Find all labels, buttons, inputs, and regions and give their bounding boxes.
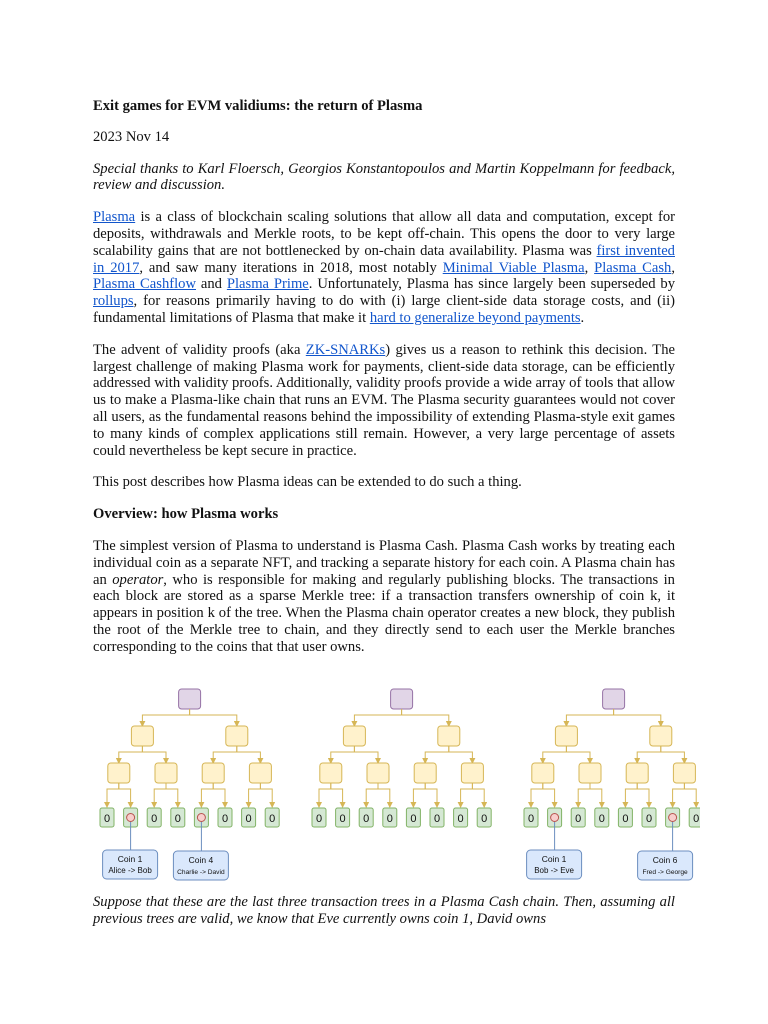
transaction-marker (551, 814, 559, 822)
tree-edge (366, 783, 378, 807)
leaf-value: 0 (103, 813, 111, 825)
tree-edge (107, 783, 119, 807)
merkle-internal-node (673, 763, 695, 783)
coin-transfer: Charlie -> David (177, 869, 225, 876)
tree-edge (166, 783, 178, 807)
paragraph-intro: Plasma is a class of blockchain scaling solutions that allow all data and computation, except for deposits, withdrawals and Merkle roots, to be kept off-chain. This opens the door to very large scalability gains that are not bottlenecked by on-chain data availability. Plasma was first invented in 2017, and saw many iterations in 2018, most notably Minimal Viable Plasma, Plasma Cash, Plasma Cashflow and Plasma Prime. Unfortunately, Plasma has since largely been superseded by rollups, for reasons primarily having to do with (i) large client-side data storage costs, and (ii) fundamental limitations of Plasma that make it hard to generalize beyond payments. (93, 209, 676, 326)
link-rollups[interactable]: rollups (93, 293, 134, 310)
tree-edge (119, 783, 131, 807)
link-plasma-prime[interactable]: Plasma Prime (226, 276, 309, 293)
tree-edge (154, 783, 166, 807)
tree-edge (402, 709, 449, 726)
merkle-internal-node (343, 726, 365, 746)
tree-edge (425, 746, 449, 763)
link-zk-snarks[interactable]: ZK-SNARKs (305, 341, 386, 358)
merkle-internal-node (626, 763, 648, 783)
tree-edge (637, 746, 661, 763)
tree-edge (142, 709, 189, 726)
leaf-value: 0 (433, 813, 441, 825)
tree-edge (543, 783, 555, 807)
tree-edge (142, 746, 166, 763)
tree-edge (531, 783, 543, 807)
tree-edge (319, 783, 331, 807)
leaf-value: 0 (269, 813, 276, 825)
merkle-internal-node (532, 763, 554, 783)
merkle-internal-node (367, 763, 389, 783)
tree-edge (566, 709, 613, 726)
coin-label: Coin 4 (188, 855, 214, 865)
leaf-value: 0 (363, 813, 370, 825)
leaf-value: 0 (645, 813, 653, 825)
tree-edge (566, 746, 590, 763)
merkle-internal-node (108, 763, 130, 783)
merkle-internal-node (461, 763, 483, 783)
merkle-internal-node (320, 763, 342, 783)
tree-edge (661, 746, 685, 763)
leaf-value: 0 (151, 813, 158, 825)
post-title: Exit games for EVM validiums: the return of Plasma (93, 98, 423, 114)
post-date: 2023 Nov 14 (93, 128, 170, 145)
merkle-tree-1 (100, 689, 279, 880)
tree-edge (378, 783, 390, 807)
merkle-internal-node (131, 726, 153, 746)
tree-edge (119, 746, 143, 763)
merkle-internal-node (249, 763, 271, 783)
merkle-tree-2 (312, 689, 491, 827)
tree-edge (260, 783, 272, 807)
tree-edge (425, 783, 437, 807)
tree-edge (354, 746, 378, 763)
tree-edge (213, 746, 237, 763)
paragraph-post-scope: This post describes how Plasma ideas can be extended to do such a thing. (93, 474, 522, 491)
section-heading-overview: Overview: how Plasma works (93, 506, 279, 523)
leaf-value: 0 (575, 813, 582, 825)
tree-edge (543, 746, 567, 763)
leaf-value: 0 (221, 813, 229, 825)
coin-label: Coin 1 (541, 854, 567, 864)
tree-edge (237, 746, 261, 763)
coin-transfer: Fred -> George (642, 869, 688, 876)
tree-edge (637, 783, 649, 807)
merkle-internal-node (579, 763, 601, 783)
link-plasma[interactable]: Plasma (93, 209, 136, 226)
acknowledgements: Special thanks to Karl Floersch, Georgios Konstantopoulos and Martin Koppelmann for feedback, review and discussion. (93, 160, 675, 194)
link-minimal-viable-plasma[interactable]: Minimal Viable Plasma (442, 259, 585, 276)
merkle-internal-node (155, 763, 177, 783)
leaf-value: 0 (527, 813, 535, 825)
tree-edge (684, 783, 696, 807)
leaf-value: 0 (386, 813, 393, 825)
leaf-value: 0 (693, 813, 700, 825)
coin-label: Coin 1 (117, 854, 143, 864)
tree-edge (472, 783, 484, 807)
leaf-value: 0 (481, 813, 488, 825)
tree-edge (331, 783, 343, 807)
tree-edge (673, 783, 685, 807)
tree-edge (578, 783, 590, 807)
link-first-invented[interactable]: first invented in 2017 (93, 242, 675, 276)
tree-edge (354, 709, 401, 726)
leaf-value: 0 (622, 813, 629, 825)
tree-edge (625, 783, 637, 807)
merkle-internal-node (555, 726, 577, 746)
merkle-root-node (391, 689, 413, 709)
paragraph-plasma-cash: The simplest version of Plasma to understand is Plasma Cash. Plasma Cash works by treating each individual coin as a separate NFT, and tracking a separate history for each coin. A Plasma chain has an operator, who is responsible for making and regularly publishing blocks. The transactions in each block are stored as a sparse Merkle tree: if a transaction transfers ownership of coin k, it appears in position k of the tree. When the Plasma chain operator creates a new block, they publish the root of the Merkle tree to chain, and they directly send to each user the Merkle branches corresponding to the coins that that user owns. (93, 537, 675, 655)
tree-edge (331, 746, 355, 763)
merkle-trees-diagram (90, 684, 700, 884)
leaf-value: 0 (174, 813, 181, 825)
merkle-trees-svg (90, 684, 700, 884)
link-plasma-cashflow[interactable]: Plasma Cashflow (93, 276, 196, 293)
leaf-value: 0 (339, 813, 346, 825)
tree-edge (213, 783, 225, 807)
leaf-value: 0 (457, 813, 464, 825)
leaf-value: 0 (245, 813, 252, 825)
tree-edge (190, 709, 237, 726)
tree-edge (249, 783, 261, 807)
leaf-value: 0 (598, 813, 605, 825)
merkle-root-node (603, 689, 625, 709)
article (93, 98, 675, 671)
transaction-marker (669, 814, 677, 822)
coin-transfer: Bob -> Eve (534, 866, 575, 875)
merkle-tree-3 (524, 689, 700, 880)
transaction-marker (197, 814, 205, 822)
coin-transfer: Alice -> Bob (108, 866, 152, 875)
coin-label: Coin 6 (652, 855, 678, 865)
figure-caption: Suppose that these are the last three transaction trees in a Plasma Cash chain. Then, assuming all previous trees are valid, we know that Eve currently owns coin 1, David owns (93, 894, 675, 927)
merkle-internal-node (414, 763, 436, 783)
link-plasma-cash[interactable]: Plasma Cash (594, 259, 672, 276)
merkle-root-node (179, 689, 201, 709)
merkle-internal-node (226, 726, 248, 746)
leaf-value: 0 (315, 813, 323, 825)
paragraph-validity-proofs: The advent of validity proofs (aka ZK-SNARKs) gives us a reason to rethink this decision. The largest challenge of making Plasma work for payments, client-side data storage, can be efficiently addressed with validity proofs. Additionally, validity proofs provide a wide array of tools that allow us to make a Plasma-like chain that runs an EVM. The Plasma security guarantees would not cover all users, as the fundamental reasons behind the impossibility of extending Plasma-style exit games to many kinds of complex applications still remain. However, a very large percentage of assets could nevertheless be kept secure in practice. (93, 341, 675, 459)
tree-edge (590, 783, 602, 807)
merkle-internal-node (202, 763, 224, 783)
merkle-internal-node (438, 726, 460, 746)
tree-edge (413, 783, 425, 807)
transaction-marker (127, 814, 135, 822)
tree-edge (449, 746, 473, 763)
tree-edge (461, 783, 473, 807)
tree-edge (614, 709, 661, 726)
leaf-value: 0 (410, 813, 417, 825)
link-hard-to-generalize[interactable]: hard to generalize beyond payments (369, 309, 581, 326)
merkle-internal-node (650, 726, 672, 746)
tree-edge (201, 783, 213, 807)
